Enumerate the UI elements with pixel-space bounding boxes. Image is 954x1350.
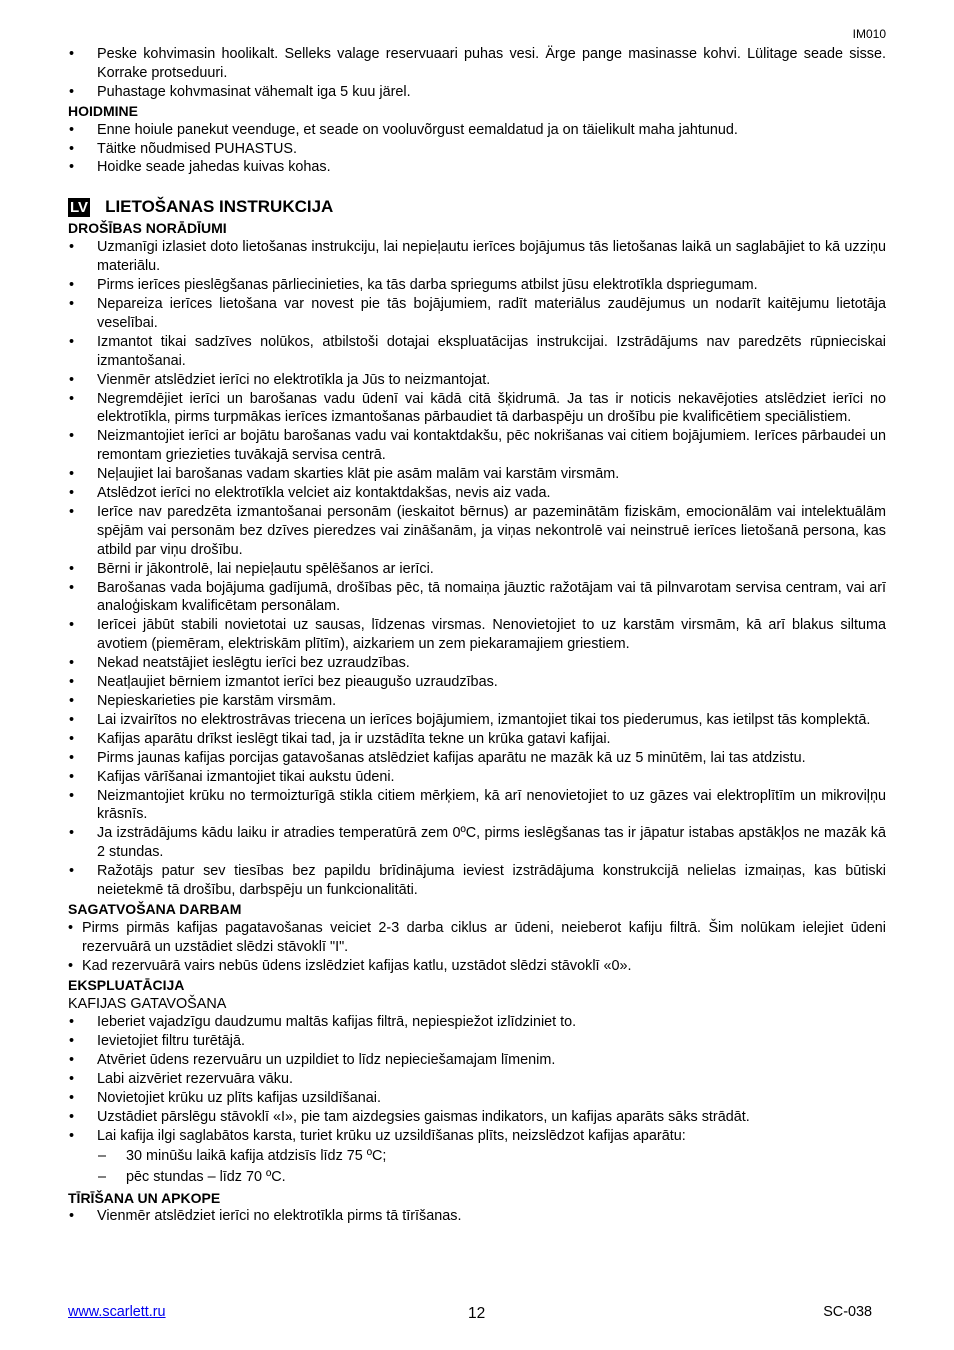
- list-item-text: Novietojiet krūku uz plīts kafijas uzsildīšanai.: [97, 1090, 381, 1107]
- bullet-marker: •: [69, 655, 75, 672]
- preparation-list: [68, 919, 886, 976]
- list-item: [68, 654, 886, 673]
- bullet-marker: •: [68, 957, 74, 974]
- list-item-text: Kafijas aparātu drīkst ieslēgt tikai tad, ja ir uzstādīta tekne un krūka gatavi kafijai.: [97, 730, 611, 747]
- list-item: [68, 295, 886, 333]
- operation-list: [68, 1013, 886, 1145]
- bullet-marker: •: [69, 1033, 75, 1050]
- bullet-marker: •: [69, 1052, 75, 1069]
- list-item-text: Hoidke seade jahedas kuivas kohas.: [97, 159, 331, 176]
- list-item-text: Bērni ir jākontrolē, lai nepieļautu spēlēšanos ar ierīci.: [97, 560, 434, 577]
- list-item: [68, 1127, 886, 1146]
- section-title: LIETOŠANAS INSTRUKCIJA: [105, 196, 334, 216]
- list-item: [68, 484, 886, 503]
- list-item-text: Kad rezervuārā vairs nebūs ūdens izslēdziet kafijas katlu, uzstādot slēdzi stāvoklī «0».: [82, 957, 632, 974]
- list-item-text: Izmantot tikai sadzīves nolūkos, atbilstoši dotajai ekspluatācijas instrukcijai. Izstrādājums nav paredzēts rūpnieciskai izmantošanai.: [97, 333, 886, 369]
- list-item-text: Vienmēr atslēdziet ierīci no elektrotīkla pirms tā tīrīšanas.: [97, 1208, 462, 1225]
- heading-cleaning: TĪRĪŠANA UN APKOPE: [68, 1189, 221, 1206]
- bullet-marker: •: [69, 277, 75, 294]
- list-item: [68, 45, 886, 83]
- list-item-text: Nekad neatstājiet ieslēgtu ierīci bez uzraudzības.: [97, 655, 410, 672]
- list-item: [68, 1070, 886, 1089]
- list-item-text: Labi aizvēriet rezervuāra vāku.: [97, 1071, 293, 1088]
- bullet-marker: •: [69, 825, 75, 842]
- list-item: [68, 503, 886, 560]
- list-item: [68, 333, 886, 371]
- list-item-text: Nepareiza ierīces lietošana var novest pie tās bojājumiem, radīt materiālus zaudējumus un nodarīt kaitējumu lietotāja veselībai.: [97, 295, 886, 331]
- bullet-marker: •: [69, 295, 75, 312]
- bullet-marker: •: [69, 121, 75, 138]
- bullet-marker: •: [69, 711, 75, 728]
- heading-operation: EKSPLUATĀCIJA: [68, 976, 185, 993]
- bullet-marker: •: [69, 730, 75, 747]
- bullet-marker: •: [69, 693, 75, 709]
- list-item: [68, 560, 886, 579]
- list-item: [68, 692, 886, 711]
- bullet-marker: •: [69, 1071, 75, 1088]
- bullet-marker: •: [69, 617, 75, 634]
- list-item-text: Atslēdzot ierīci no elektrotīkla velciet aiz kontaktdakšas, nevis aiz vada.: [97, 485, 551, 502]
- list-item: [68, 390, 886, 428]
- list-item-text: Nepieskarieties pie karstām virsmām.: [97, 693, 337, 709]
- bullet-marker: •: [69, 1127, 75, 1144]
- list-item-text: Kafijas vārīšanai izmantojiet tikai aukstu ūdeni.: [97, 768, 395, 785]
- list-item: [68, 1147, 886, 1166]
- list-item-text: Ja izstrādājums kādu laiku ir atradies temperatūrā zem 0ºC, pirms ieslēgšanas tas ir jāpatur istabas apstākļos ne mazāk kā 2 stundas.: [97, 825, 886, 861]
- list-item: [68, 1089, 886, 1108]
- bullet-marker: •: [69, 485, 75, 502]
- page-content: [68, 45, 886, 1226]
- bullet-marker: •: [69, 333, 75, 350]
- website-link[interactable]: www.scarlett.ru: [68, 1304, 166, 1320]
- bullet-marker: •: [69, 390, 75, 407]
- list-item: [68, 787, 886, 825]
- heading-safety: DROŠĪBAS NORĀDĪUMI: [68, 220, 227, 237]
- bullet-marker: •: [69, 428, 75, 445]
- list-item: [68, 579, 886, 617]
- cleaning-list: [68, 1207, 886, 1226]
- subheading-coffee-making: KAFIJAS GATAVOŠANA: [68, 995, 227, 1012]
- list-item-text: Barošanas vada bojājuma gadījumā, drošības pēc, tā nomaiņa jāuztic ražotājam vai tā pilnvarotam servisa centram, vai arī analoģiskam kvalificētam personālam.: [97, 579, 886, 615]
- list-item: [68, 616, 886, 654]
- bullet-marker: •: [69, 83, 75, 100]
- bullet-marker: •: [69, 579, 75, 596]
- list-item-text: Lai izvairītos no elektrostrāvas triecena un ierīces bojājumiem, izmantojiet tikai tos piederumus, kas ietilpst tās komplektā.: [97, 711, 871, 728]
- list-item: [68, 673, 886, 692]
- list-item: [68, 1032, 886, 1051]
- safety-list: [68, 238, 886, 900]
- list-item-text: Pirms pirmās kafijas pagatavošanas veiciet 2-3 darba ciklus ar ūdeni, neieberot kafiju filtrā. Šim nolūkam ielejiet ūdeni rezervuārā un uzstādiet slēdzi stāvoklī "I".: [82, 919, 886, 955]
- list-item-text: Ierīce nav paredzēta izmantošanai personām (ieskaitot bērnus) ar pazeminātām fiziskām, emocionālām vai intelektuālām spējām vai personām bez dzīves pieredzes vai zināšanām, ja viņas nekontrolē vai neinstruē ierīces lietošanā persona, kas atbild par viņu drošību.: [97, 503, 886, 558]
- list-item-text: Uzstādiet pārslēgu stāvoklī «I», pie tam aizdegsies gaismas indikators, un kafijas aparāts sāks strādāt.: [97, 1108, 750, 1125]
- list-item-text: Ieberiet vajadzīgu daudzumu maltās kafijas filtrā, nepiespiežot izlīdziniet to.: [97, 1014, 577, 1031]
- bullet-marker: •: [68, 919, 74, 936]
- bullet-marker: •: [69, 787, 75, 804]
- bullet-marker: •: [69, 560, 75, 577]
- list-item: [68, 121, 886, 140]
- list-item: [68, 140, 886, 159]
- list-item-text: Lai kafija ilgi saglabātos karsta, turiet krūku uz uzsildīšanas plīts, neizslēdzot kafijas aparātu:: [97, 1127, 686, 1144]
- list-item-text: Neizmantojiet ierīci ar bojātu barošanas vadu vai kontaktdakšu, pēc nokrišanas vai citiem bojājumiem. Ierīces pārbaudei un remontam griezieties tuvākajā servisa centrā.: [97, 428, 886, 464]
- bullet-marker: •: [69, 1014, 75, 1031]
- heading-preparation: SAGATVOŠANA DARBAM: [68, 900, 242, 917]
- bullet-marker: •: [69, 674, 75, 691]
- list-item: [68, 371, 886, 390]
- list-item: [68, 1108, 886, 1127]
- bullet-marker: •: [69, 466, 75, 483]
- bullet-marker: •: [69, 159, 75, 176]
- document-code: IM010: [852, 27, 886, 41]
- bullet-marker: •: [69, 371, 75, 388]
- list-item: [68, 730, 886, 749]
- language-badge: LV: [70, 198, 89, 216]
- bullet-marker: •: [69, 140, 75, 157]
- dash-marker: –: [98, 1147, 107, 1164]
- list-item: [68, 1168, 886, 1187]
- list-item: [68, 862, 886, 900]
- list-item-text: Atvēriet ūdens rezervuāru un uzpildiet to līdz nepieciešamajam līmenim.: [97, 1052, 556, 1069]
- list-item-text: Pirms ierīces pieslēgšanas pārliecinieties, ka tās darba spriegums atbilst jūsu elektrotīkla dspriegumam.: [97, 277, 758, 294]
- list-item: [68, 824, 886, 862]
- list-item-text: Neizmantojiet krūku no termoizturīgā stikla citiem mērķiem, kā arī nenovietojiet to uz gāzes vai elektroplītīm un mikroviļņu krāsnīs.: [97, 787, 886, 823]
- list-item-text: Ražotājs patur sev tiesības bez papildu brīdinājuma ieviest izstrādājuma konstrukcijā nelielas izmaiņas, kas būtiski neietekmē tā drošību, darbspēju un funkcionalitāti.: [97, 863, 886, 899]
- page-number: 12: [468, 1305, 486, 1322]
- bullet-marker: •: [69, 1208, 75, 1225]
- list-item: [68, 427, 886, 465]
- lv-section-header: [68, 196, 886, 218]
- list-item-text: Neatļaujiet bērniem izmantot ierīci bez pieaugušo uzraudzības.: [97, 674, 498, 691]
- list-item: [68, 238, 886, 276]
- list-item-text: Negremdējiet ierīci un barošanas vadu ūdenī vai kādā citā šķidrumā. Ja tas ir noticis nekavējoties atslēdziet ierīci no elektrotīkla, pirms turpmākas ierīces izmantošanas pārbaudiet tā darbaspēju un drošību pie kvalificētiem speciālistiem.: [97, 390, 886, 426]
- dash-marker: –: [98, 1168, 107, 1185]
- list-item: [68, 276, 886, 295]
- list-item-text: Täitke nõudmised PUHASTUS.: [97, 140, 297, 157]
- bullet-marker: •: [69, 749, 75, 766]
- list-item: [68, 83, 886, 102]
- heading-hoidmine: HOIDMINE: [68, 102, 138, 119]
- list-item-text: pēc stundas – līdz 70 ºC.: [126, 1168, 286, 1185]
- bullet-marker: •: [69, 1090, 75, 1107]
- list-item: [68, 158, 886, 177]
- list-item: [68, 1013, 886, 1032]
- top-bullet-list: [68, 45, 886, 102]
- list-item-text: Ievietojiet filtru turētājā.: [97, 1033, 245, 1050]
- hoidmine-list: [68, 121, 886, 178]
- list-item: [68, 1051, 886, 1070]
- list-item-text: Puhastage kohvmasinat vähemalt iga 5 kuu järel.: [97, 83, 411, 100]
- list-item-text: Uzmanīgi izlasiet doto lietošanas instrukciju, lai nepieļautu ierīces bojājumus tās lietošanas laikā un saglabājiet to kā uzziņu materiālu.: [97, 239, 886, 275]
- operation-dash-list: [68, 1147, 886, 1187]
- list-item-text: Pirms jaunas kafijas porcijas gatavošanas atslēdziet kafijas aparātu ne mazāk kā uz 5 minūtēm, lai tas atdzistu.: [97, 749, 806, 766]
- bullet-marker: •: [69, 1108, 75, 1125]
- model-number: SC-038: [823, 1304, 872, 1320]
- list-item-text: Enne hoiule panekut veenduge, et seade on vooluvõrgust eemaldatud ja on täielikult maha jahtunud.: [97, 121, 738, 138]
- list-item-text: Vienmēr atslēdziet ierīci no elektrotīkla ja Jūs to neizmantojat.: [97, 371, 491, 388]
- list-item-text: Ierīcei jābūt stabili novietotai uz sausas, līdzenas virsmas. Nenovietojiet to uz karstām virsmām, kā arī blakus siltuma avotiem (piemēram, elektriskām plītīm), aizkariem un zem piekaramajiem griestiem.: [97, 617, 886, 653]
- list-item: [68, 957, 886, 976]
- list-item-text: Neļaujiet lai barošanas vadam skarties klāt pie asām malām vai karstām virsmām.: [97, 466, 620, 483]
- bullet-marker: •: [69, 239, 75, 256]
- bullet-marker: •: [69, 768, 75, 785]
- list-item: [68, 768, 886, 787]
- bullet-marker: •: [69, 46, 75, 62]
- list-item: [68, 749, 886, 768]
- list-item: [68, 1207, 886, 1226]
- list-item: [68, 465, 886, 484]
- bullet-marker: •: [69, 863, 75, 880]
- list-item: [68, 711, 886, 730]
- list-item: [68, 919, 886, 957]
- list-item-text: Peske kohvimasin hoolikalt. Selleks valage reservuaari puhas vesi. Ärge pange masinasse kohvi. Lülitage seade sisse. Korrake protseduuri.: [97, 46, 886, 81]
- bullet-marker: •: [69, 503, 75, 520]
- list-item-text: 30 minūšu laikā kafija atdzisīs līdz 75 ºC;: [126, 1147, 387, 1164]
